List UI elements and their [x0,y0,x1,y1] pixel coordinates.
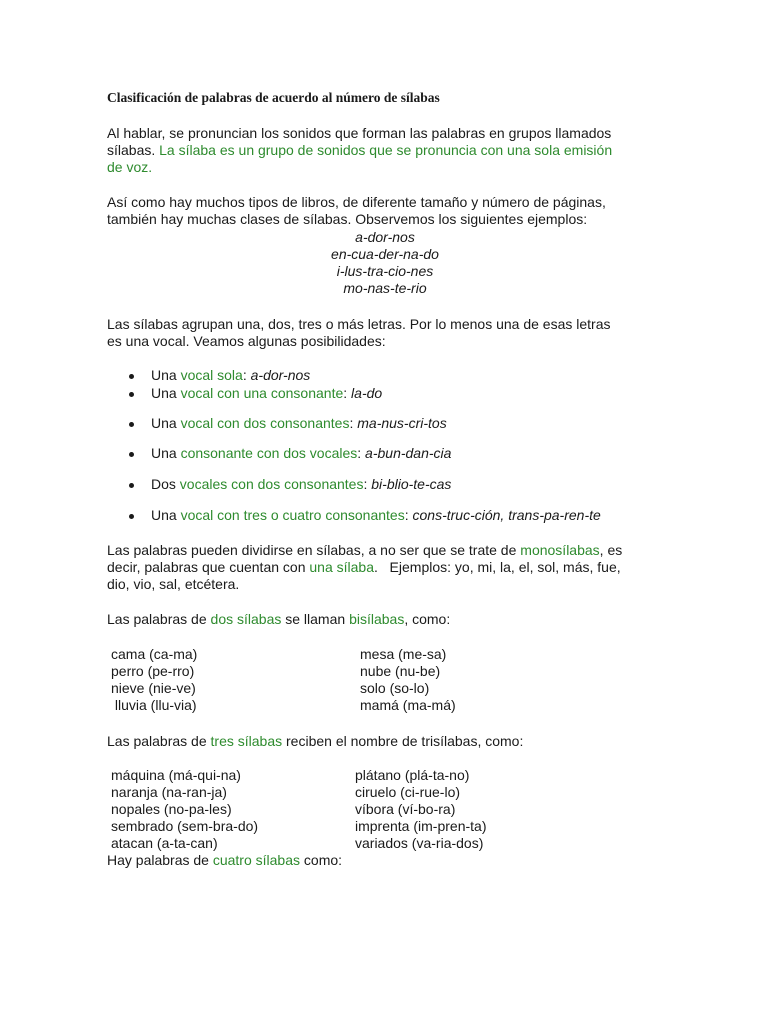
list-item: mamá (ma-má) [360,697,456,713]
list-item: atacan (a-ta-can) [111,835,218,851]
paragraph-2-line-1: Así como hay muchos tipos de libros, de diferente tamaño y número de páginas, [107,194,606,210]
paragraph-4-line-2: decir, palabras que cuentan con una sílaba. Ejemplos: yo, mi, la, el, sol, más, fue, [107,559,621,575]
list-item: naranja (na-ran-ja) [111,784,227,800]
syllable-definition: La sílaba es un grupo de sonidos que se pronuncia con una sola emisión [159,142,613,158]
paragraph-6: Las palabras de tres sílabas reciben el nombre de trisílabas, como: [107,733,524,749]
list-item: nieve (nie-ve) [111,680,196,696]
paragraph-1-text: sílabas. [107,142,156,158]
list-item: Una vocal con tres o cuatro consonantes: cons-truc-ción, trans-pa-ren-te [151,507,601,523]
paragraph-1-line-1: Al hablar, se pronuncian los sonidos que forman las palabras en grupos llamados [107,125,612,141]
list-item: Una vocal con dos consonantes: ma-nus-cri-tos [151,415,447,431]
paragraph-1-line-2 [107,142,612,159]
bullet-dot [129,392,134,397]
list-item: lluvia (llu-via) [111,697,197,713]
bisilabas-term: bisílabas [349,611,405,627]
paragraph-3-line-2: es una vocal. Veamos algunas posibilidades: [107,333,386,349]
list-item: Una vocal con una consonante: la-do [151,385,383,401]
list-item: imprenta (im-pren-ta) [355,818,487,834]
example-word: i-lus-tra-cio-nes [336,263,434,279]
monosilabas-term: monosílabas [520,542,600,558]
example-word: a-dor-nos [355,229,415,245]
paragraph-4-line-3: dio, vio, sal, etcétera. [107,576,240,592]
paragraph-7: Hay palabras de cuatro sílabas como: [107,852,343,868]
list-item: perro (pe-rro) [111,663,195,679]
example-word: en-cua-der-na-do [331,246,439,262]
list-item: Una vocal sola: a-dor-nos [151,367,311,383]
paragraph-2-line-2: también hay muchas clases de sílabas. Observemos los siguientes ejemplos: [107,211,588,227]
bullet-dot [129,514,134,519]
list-item: variados (va-ria-dos) [355,835,484,851]
list-item: mesa (me-sa) [360,646,447,662]
list-item: sembrado (sem-bra-do) [111,818,259,834]
list-item: cama (ca-ma) [111,646,198,662]
document-title: Clasificación de palabras de acuerdo al número de sílabas [107,90,440,105]
list-item: máquina (má-qui-na) [111,767,241,783]
bullet-dot [129,452,134,457]
bullet-dot [129,422,134,427]
paragraph-3-line-1: Las sílabas agrupan una, dos, tres o más letras. Por lo menos una de esas letras [107,316,611,332]
list-item: víbora (ví-bo-ra) [355,801,456,817]
paragraph-4-line-1: Las palabras pueden dividirse en sílabas, a no ser que se trate de monosílabas, es [107,542,623,558]
list-item: nube (nu-be) [360,663,441,679]
bullet-dot [129,483,134,488]
syllable-definition-end: de voz. [107,159,153,175]
list-item: solo (so-lo) [360,680,430,696]
list-item: Dos vocales con dos consonantes: bi-blio-te-cas [151,476,452,492]
list-item: plátano (plá-ta-no) [355,767,470,783]
list-item: nopales (no-pa-les) [111,801,232,817]
list-item: Una consonante con dos vocales: a-bun-dan-cia [151,445,452,461]
paragraph-5: Las palabras de dos sílabas se llaman bisílabas, como: [107,611,451,627]
bullet-dot [129,374,134,379]
list-item: ciruelo (ci-rue-lo) [355,784,461,800]
example-word: mo-nas-te-rio [343,280,427,296]
